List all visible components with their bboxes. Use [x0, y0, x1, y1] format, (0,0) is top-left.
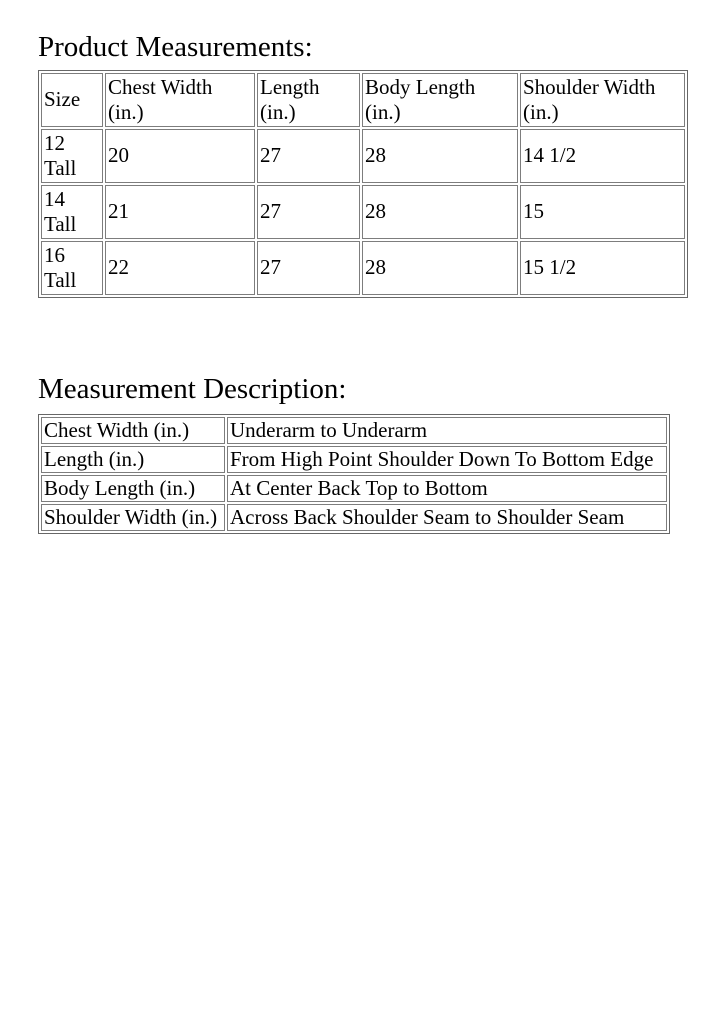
table-row: [41, 504, 667, 531]
column-header-length: Length (in.): [257, 73, 360, 127]
measurement-description-title: Measurement Description:: [38, 372, 347, 405]
measurement-name-cell: Chest Width (in.): [41, 417, 225, 444]
table-row: [41, 129, 685, 183]
length-cell: 27: [257, 185, 360, 239]
size-cell: 12 Tall: [41, 129, 103, 183]
measurement-name-cell: Body Length (in.): [41, 475, 225, 502]
measurement-description-cell: Across Back Shoulder Seam to Shoulder Seam: [227, 504, 667, 531]
body-length-cell: 28: [362, 129, 518, 183]
header-row: [41, 73, 685, 127]
table-row: [41, 241, 685, 295]
chest-width-cell: 20: [105, 129, 255, 183]
body-length-cell: 28: [362, 241, 518, 295]
size-cell: 16 Tall: [41, 241, 103, 295]
chest-width-cell: 21: [105, 185, 255, 239]
chest-width-cell: 22: [105, 241, 255, 295]
column-header-size: Size: [41, 73, 103, 127]
measurement-description-table: [38, 414, 670, 534]
measurement-name-cell: Shoulder Width (in.): [41, 504, 225, 531]
column-header-shoulder-width: Shoulder Width (in.): [520, 73, 685, 127]
table-row: [41, 446, 667, 473]
table-row: [41, 185, 685, 239]
shoulder-width-cell: 15: [520, 185, 685, 239]
product-measurements-table: [38, 70, 688, 298]
column-header-chest-width: Chest Width (in.): [105, 73, 255, 127]
measurement-description-cell: Underarm to Underarm: [227, 417, 667, 444]
length-cell: 27: [257, 241, 360, 295]
column-header-body-length: Body Length (in.): [362, 73, 518, 127]
table-row: [41, 417, 667, 444]
shoulder-width-cell: 14 1/2: [520, 129, 685, 183]
body-length-cell: 28: [362, 185, 518, 239]
size-cell: 14 Tall: [41, 185, 103, 239]
measurement-name-cell: Length (in.): [41, 446, 225, 473]
table-row: [41, 475, 667, 502]
shoulder-width-cell: 15 1/2: [520, 241, 685, 295]
length-cell: 27: [257, 129, 360, 183]
product-measurements-title: Product Measurements:: [38, 31, 313, 63]
measurement-description-cell: At Center Back Top to Bottom: [227, 475, 667, 502]
measurement-description-cell: From High Point Shoulder Down To Bottom Edge: [227, 446, 667, 473]
